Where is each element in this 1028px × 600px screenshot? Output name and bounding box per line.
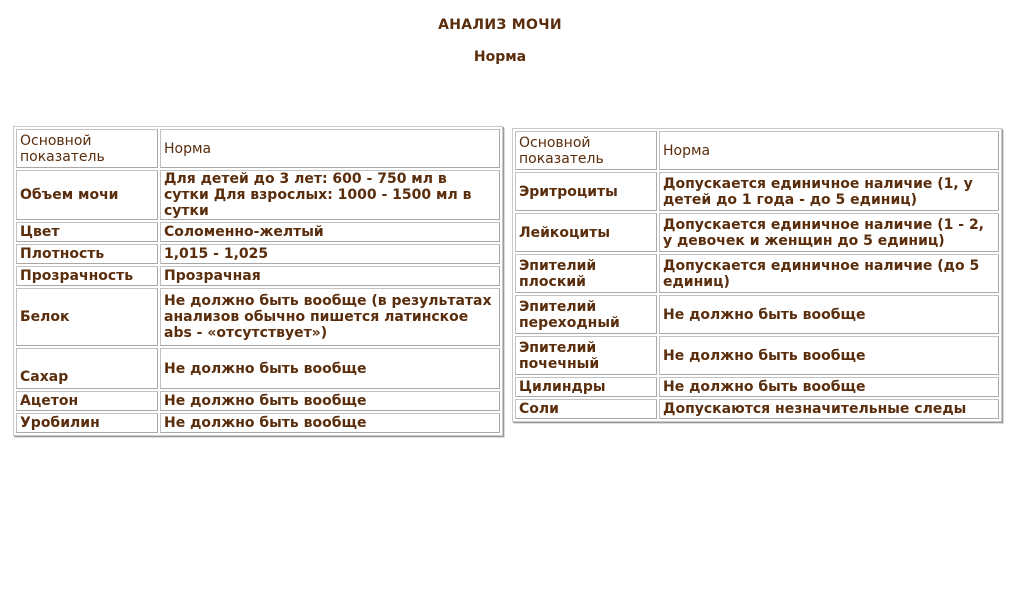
indicator-name: Уробилин bbox=[16, 413, 158, 433]
indicator-norm: Прозрачная bbox=[160, 266, 500, 286]
table-row bbox=[515, 399, 999, 419]
table-row bbox=[16, 244, 500, 264]
indicator-norm: Не должно быть вообще bbox=[659, 295, 999, 334]
indicator-name: Плотность bbox=[16, 244, 158, 264]
column-header-norm: Норма bbox=[160, 129, 500, 168]
table-row bbox=[16, 288, 500, 346]
indicator-norm: Допускается единичное наличие (1 - 2, у девочек и женщин до 5 единиц) bbox=[659, 213, 999, 252]
indicator-norm: Допускаются незначительные следы bbox=[659, 399, 999, 419]
indicator-norm: Не должно быть вообще bbox=[160, 391, 500, 411]
table-row bbox=[515, 172, 999, 211]
indicator-norm: Не должно быть вообще bbox=[659, 336, 999, 375]
table-row bbox=[515, 254, 999, 293]
table-row bbox=[16, 348, 500, 389]
indicator-name: Лейкоциты bbox=[515, 213, 657, 252]
indicator-name: Соли bbox=[515, 399, 657, 419]
indicator-norm: Для детей до 3 лет: 600 - 750 мл в сутки Для взрослых: 1000 - 1500 мл в сутки bbox=[160, 170, 500, 220]
indicator-name: Эпителий переходный bbox=[515, 295, 657, 334]
indicator-norm: Не должно быть вообще bbox=[160, 348, 500, 389]
urine-norms-table-left bbox=[13, 126, 503, 436]
indicator-name: Цилиндры bbox=[515, 377, 657, 397]
table-row bbox=[515, 295, 999, 334]
indicator-norm: Не должно быть вообще bbox=[160, 413, 500, 433]
indicator-norm: Допускается единичное наличие (1, у детей до 1 года - до 5 единиц) bbox=[659, 172, 999, 211]
indicator-name: Белок bbox=[16, 288, 158, 346]
indicator-norm: Допускается единичное наличие (до 5 единиц) bbox=[659, 254, 999, 293]
table-row bbox=[16, 391, 500, 411]
indicator-name: Ацетон bbox=[16, 391, 158, 411]
indicator-norm: Не должно быть вообще bbox=[659, 377, 999, 397]
table-row bbox=[16, 266, 500, 286]
column-header-norm: Норма bbox=[659, 131, 999, 170]
table-header-row bbox=[16, 129, 500, 168]
indicator-name: Прозрачность bbox=[16, 266, 158, 286]
table-row bbox=[515, 213, 999, 252]
indicator-name: Эпителий плоский bbox=[515, 254, 657, 293]
column-header-indicator: Основной показатель bbox=[16, 129, 158, 168]
column-header-indicator: Основной показатель bbox=[515, 131, 657, 170]
indicator-name: Цвет bbox=[16, 222, 158, 242]
table-row bbox=[16, 170, 500, 220]
indicator-norm: 1,015 - 1,025 bbox=[160, 244, 500, 264]
urine-norms-table-right bbox=[512, 128, 1002, 422]
table-row bbox=[16, 413, 500, 433]
page-title: АНАЛИЗ МОЧИ bbox=[438, 17, 562, 33]
table-row bbox=[16, 222, 500, 242]
indicator-norm: Соломенно-желтый bbox=[160, 222, 500, 242]
page-subtitle: Норма bbox=[473, 49, 527, 65]
indicator-name: Эритроциты bbox=[515, 172, 657, 211]
indicator-norm: Не должно быть вообще (в результатах анализов обычно пишется латинское abs - «отсутствует») bbox=[160, 288, 500, 346]
table-row bbox=[515, 336, 999, 375]
indicator-name: Объем мочи bbox=[16, 170, 158, 220]
indicator-name: Эпителий почечный bbox=[515, 336, 657, 375]
table-row bbox=[515, 377, 999, 397]
table-header-row bbox=[515, 131, 999, 170]
indicator-name: Сахар bbox=[16, 348, 158, 389]
